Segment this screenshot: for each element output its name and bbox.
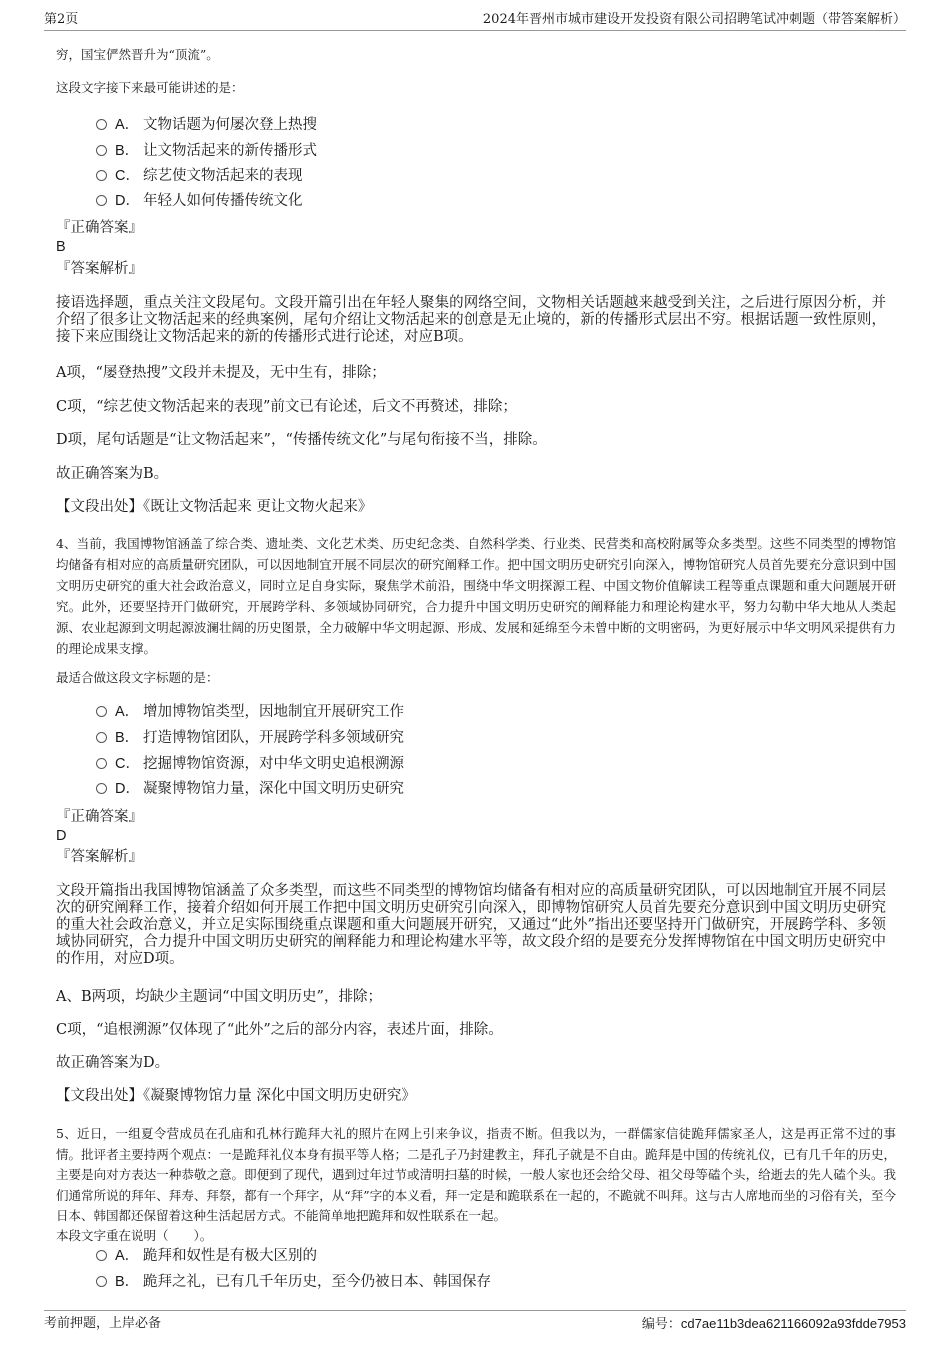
q3-analysis-heading: 『答案解析』 <box>56 261 143 277</box>
q3-note-a: A项，“屡登热搜”文段并未提及，无中生有，排除； <box>56 365 386 381</box>
q4-answer: D <box>56 828 67 844</box>
q4-answer-heading: 『正确答案』 <box>56 809 143 825</box>
q3-note-d: D项，尾句话题是“让文物活起来”，“传播传统文化”与尾句衔接不当，排除。 <box>56 432 547 448</box>
q4-source: 【文段出处】《凝聚博物馆力量 深化中国文明历史研究》 <box>56 1088 416 1104</box>
radio-icon[interactable] <box>96 195 107 206</box>
page-footer <box>44 1310 906 1333</box>
footer-slogan: 考前押题，上岸必备 <box>44 1316 162 1331</box>
q3-conclusion: 故正确答案为B。 <box>56 466 169 482</box>
q3-passage-tail: 穷，国宝俨然晋升为“顶流”。 <box>56 47 219 62</box>
q3-option-c[interactable]: C． 综艺使文物活起来的表现 <box>96 166 303 186</box>
document-code <box>642 1313 906 1336</box>
q3-analysis: 接语选择题，重点关注文段尾句。文段开篇引出在年轻人聚集的网络空间，文物相关话题越来越受到关注，之后进行原因分析，并介绍了很多让文物活起来的经典案例，尾句介绍让文物活起来的创意是无止境的，新的传播形式层出不穷。根据话题一致性原则，接下来应围绕让文物活起来的新的传播形式进行论述，对应B项。 <box>56 295 886 345</box>
radio-icon[interactable] <box>96 758 107 769</box>
page-number: 第2页 <box>44 12 79 27</box>
q3-source: 【文段出处】《既让文物活起来 更让文物火起来》 <box>56 499 373 515</box>
q5-prompt: 本段文字重在说明（ ）。 <box>56 1228 213 1243</box>
q5-passage: 5、近日，一组夏令营成员在孔庙和孔林行跪拜大礼的照片在网上引来争议，指责不断。但我以为，一群儒家信徒跪拜儒家圣人，这是再正常不过的事情。批评者主要持两个观点：一是跪拜礼仪本身有损平等人格；二是孔子乃封建教主，拜孔子就是不自由。跪拜是中国的传统礼仪，已有几千年的历史，主要是向对方表达一种恭敬之意。即便到了现代，遇到过年过节或清明扫墓的时候，一般人家也还会给父母、祖父母等磕个头，给逝去的先人磕个头。我们通常所说的拜年、拜寿、拜祭，都有一个拜字，从“拜”字的本义看，拜一定是和跪联系在一起的，不跪就不叫拜。这与古人席地而坐的习俗有关，至今日本、韩国都还保留着这种生活起居方式。不能简单地把跪拜和奴性联系在一起。 <box>56 1126 896 1223</box>
q4-option-a[interactable]: A． 增加博物馆类型，因地制宜开展研究工作 <box>96 702 404 722</box>
q4-analysis-heading: 『答案解析』 <box>56 849 143 865</box>
q3-option-d[interactable]: D． 年轻人如何传播传统文化 <box>96 191 303 211</box>
document-code-value: cd7ae11b3dea621166092a93fdde7953 <box>680 1316 906 1331</box>
q5-option-b[interactable]: B． 跪拜之礼，已有几千年历史，至今仍被日本、韩国保存 <box>96 1272 491 1292</box>
q4-passage: 4、当前，我国博物馆涵盖了综合类、遗址类、文化艺术类、历史纪念类、自然科学类、行业类、民营类和高校附属等众多类型。这些不同类型的博物馆均储备有相对应的高质量研究团队，可以因地制宜开展不同层次的研究阐释工作。把中国文明历史研究引向深入，博物馆研究人员首先要充分意识到中国文明历史研究的重大社会政治意义，同时立足自身实际，聚焦学术前沿，围绕中华文明探源工程、中国文物价值解读工程等重点课题和重大问题展开研究。此外，还要坚持开门做研究，开展跨学科、多领域协同研究，合力提升中国文明历史研究的阐释能力和理论构建水平，努力勾勒中华大地从人类起源、农业起源到文明起源波澜壮阔的历史图景，全力破解中华文明起源、形成、发展和延绵至今未曾中断的文明密码，为更好展示中华文明风采提供有力的理论成果支撑。 <box>56 536 896 656</box>
radio-icon[interactable] <box>96 119 107 130</box>
q4-conclusion: 故正确答案为D。 <box>56 1055 170 1071</box>
page-header <box>44 10 906 31</box>
q4-prompt: 最适合做这段文字标题的是： <box>56 670 219 685</box>
radio-icon[interactable] <box>96 1250 107 1261</box>
q4-note-c: C项，“追根溯源”仅体现了“此外”之后的部分内容，表述片面，排除。 <box>56 1022 503 1038</box>
q4-analysis: 文段开篇指出我国博物馆涵盖了众多类型，而这些不同类型的博物馆均储备有相对应的高质量研究团队，可以因地制宜开展不同层次的研究阐释工作，接着介绍如何开展工作把中国文明历史研究引向深入，即博物馆研究人员首先要充分意识到中国文明历史研究的重大社会政治意义，并立足实际围绕重点课题和重大问题展开研究，又通过“此外”指出还要坚持开门做研究，开展跨学科、多领域协同研究，合力提升中国文明历史研究的阐释能力和理论构建水平等，故文段介绍的是要充分发挥博物馆在中国文明历史研究中的作用，对应D项。 <box>56 883 886 967</box>
q3-note-c: C项，“综艺使文物活起来的表现”前文已有论述，后文不再赘述，排除； <box>56 399 517 415</box>
document-title: 2024年晋州市城市建设开发投资有限公司招聘笔试冲刺题（带答案解析） <box>482 12 906 27</box>
q4-option-b[interactable]: B． 打造博物馆团队，开展跨学科多领域研究 <box>96 728 404 748</box>
q3-option-b[interactable]: B． 让文物活起来的新传播形式 <box>96 141 317 161</box>
q3-answer-heading: 『正确答案』 <box>56 220 143 236</box>
radio-icon[interactable] <box>96 145 107 156</box>
q3-option-a[interactable]: A． 文物话题为何屡次登上热搜 <box>96 115 317 135</box>
radio-icon[interactable] <box>96 732 107 743</box>
q5-option-a[interactable]: A． 跪拜和奴性是有极大区别的 <box>96 1246 317 1266</box>
document-code-label: 编号： <box>641 1317 681 1332</box>
q3-answer: B <box>56 239 66 255</box>
q4-note-ab: A、B两项，均缺少主题词“中国文明历史”，排除； <box>56 989 382 1005</box>
radio-icon[interactable] <box>96 706 107 717</box>
radio-icon[interactable] <box>96 783 107 794</box>
q4-option-c[interactable]: C． 挖掘博物馆资源，对中华文明史追根溯源 <box>96 754 404 774</box>
radio-icon[interactable] <box>96 1276 107 1287</box>
q3-prompt: 这段文字接下来最可能讲述的是： <box>56 80 244 95</box>
radio-icon[interactable] <box>96 170 107 181</box>
q4-option-d[interactable]: D． 凝聚博物馆力量，深化中国文明历史研究 <box>96 779 404 799</box>
